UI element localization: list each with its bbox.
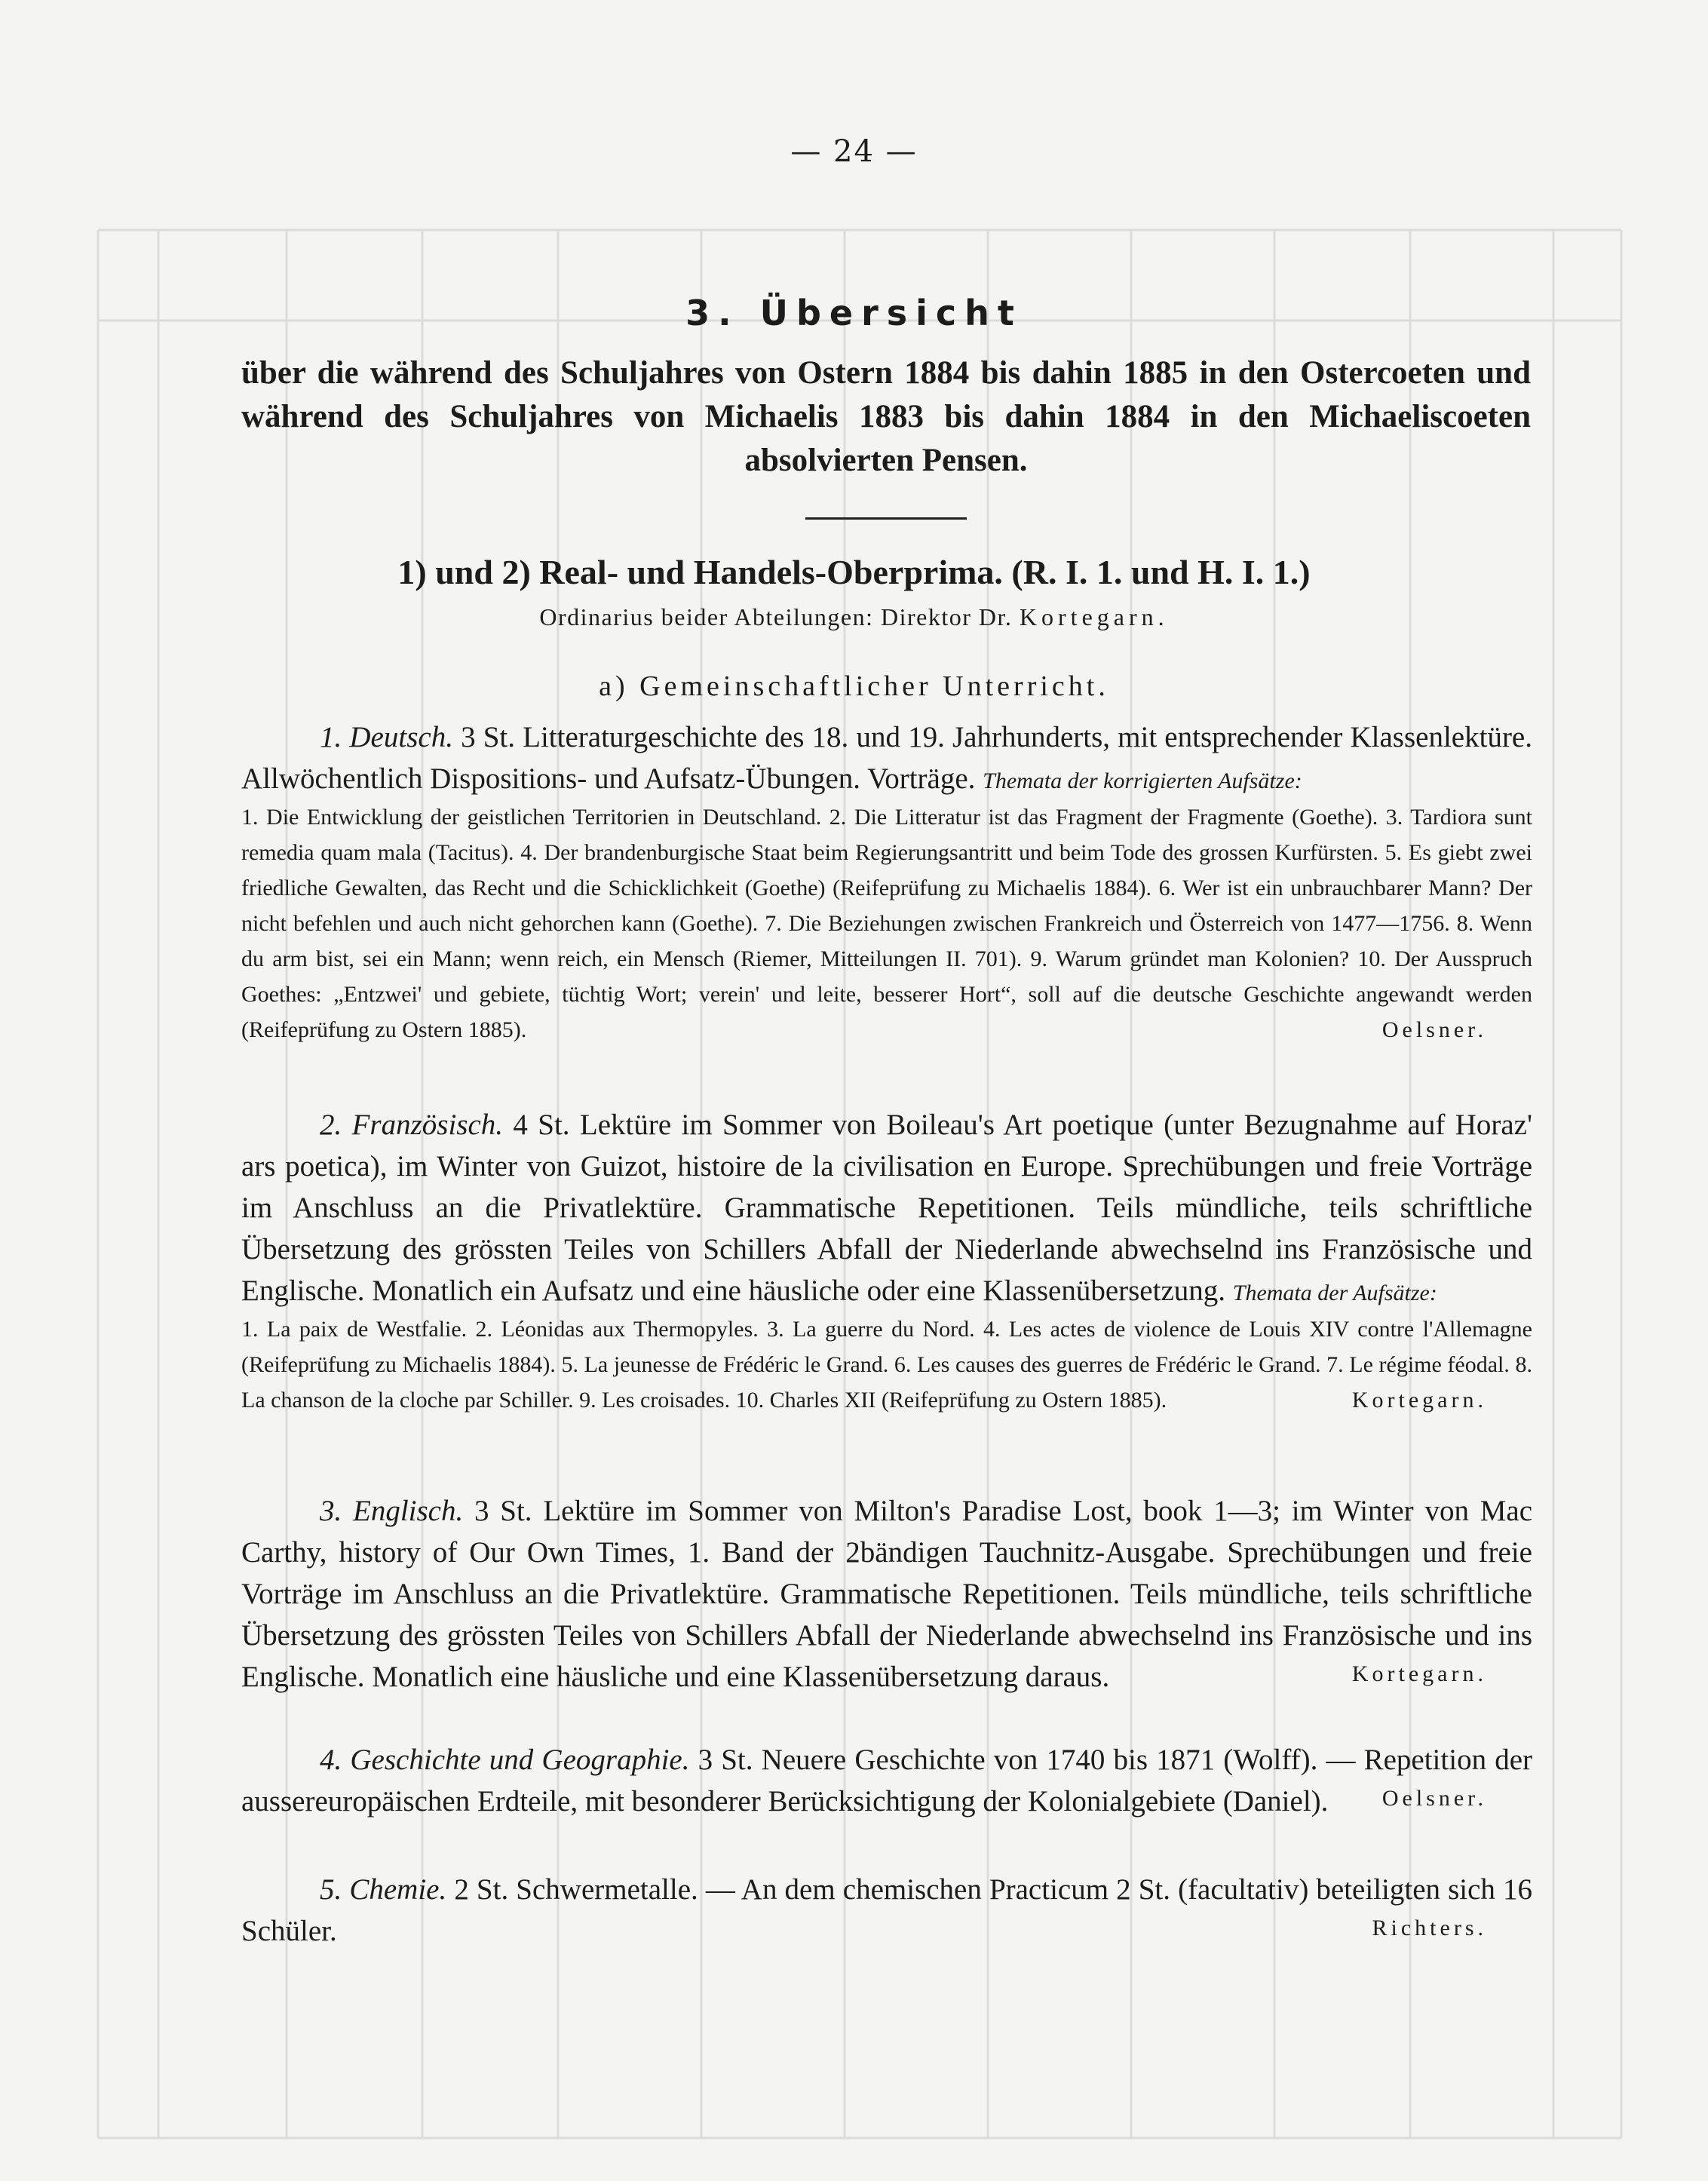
subject-lead [241, 1490, 1532, 1692]
ordinarius-prefix: Ordinarius beider Abteilungen: Direktor Dr. [539, 603, 1013, 630]
subject-number: 4. [320, 1744, 342, 1776]
themes-label: Themata der Aufsätze: [1232, 1281, 1437, 1305]
page-number: — 24 — [790, 134, 918, 169]
page-subtitle: über die während des Schuljahres von Ostern 1884 bis dahin 1885 in den Ostercoeten und während des Schuljahres von Michaelis 1883 bis dahin 1884 in den Michaeliscoeten absolvierten Pensen. [241, 355, 1531, 478]
themes-text: 1. Die Entwicklung der geistlichen Territorien in Deutschland. 2. Die Litteratur ist das Fragment der Fragmente (Goethe). 3. Tardiora sunt remedia quam mala (Tacitus). 4. Der brandenburgische Staat beim Regierungsantritt und beim Tode des grossen Kurfürsten. 5. Es giebt zwei friedliche Gewalten, das Recht und die Schicklichkeit (Goethe) (Reifeprüfung zu Michaelis 1884). 6. Wer ist ein unbrauchbarer Mann? Der nicht befehlen und auch nicht gehorchen kann (Goethe). 7. Die Beziehungen zwischen Frankreich und Österreich von 1477—1756. 8. Wenn du arm bist, sei ein Mann; wenn reich, ein Mensch (Riemer, Mitteilungen II. 701). 9. Warum gründet man Kolonien? 10. Der Ausspruch Goethes: „Entzwei' und gebiete, tüchtig Wort; verein' und leite, besserer Hort“, soll auf die deutsche Geschichte angewandt werden (Reifeprüfung zu Ostern 1885). [241, 805, 1532, 1042]
themes-text: 1. La paix de Westfalie. 2. Léonidas aux Thermopyles. 3. La guerre du Nord. 4. Les actes de violence de Louis XIV contre l'Allemagne (Reifeprüfung zu Michaelis 1884). 5. La jeunesse de Frédéric le Grand. 6. Les causes des guerres de Frédéric le Grand. 7. Le régime féodal. 8. La chanson de la cloche par Schiller. 9. Les croisades. 10. Charles XII (Reifeprüfung zu Ostern 1885). [241, 1317, 1532, 1413]
subject-name: Chemie. [349, 1873, 447, 1906]
subject-number: 1. [320, 721, 342, 753]
subject-name: Geschichte und Geographie. [350, 1744, 690, 1776]
subject-franzoesisch [241, 1104, 1532, 1418]
themes-label: Themata der korrigierten Aufsätze: [983, 768, 1302, 793]
subject-geschichte [241, 1739, 1532, 1816]
teacher-name: Oelsner. [1381, 1017, 1487, 1042]
ordinarius-name: Kortegarn. [1019, 603, 1169, 630]
subheading: a) Gemeinschaftlicher Unterricht. [599, 670, 1109, 702]
subject-lead [241, 716, 1532, 799]
page-title: 3. Übersicht [685, 293, 1023, 333]
subject-text: 3 St. Lektüre im Sommer von Milton's Paradise Lost, book 1—3; im Winter von Mac Carthy, history of Our Own Times, 1. Band der 2bändigen Tauchnitz-Ausgabe. Sprechübungen und freie Vorträge im Anschluss an die Privatlektüre. Grammatische Repetitionen. Teils mündliche, teils schriftliche Übersetzung des grössten Teiles von Schillers Abfall der Niederlande abwechselnd ins Französische und ins Englische. Monatlich eine häusliche und eine Klassenübersetzung daraus. [241, 1495, 1532, 1693]
subject-lead [241, 1869, 1532, 1946]
subject-chemie [241, 1869, 1532, 1946]
subject-englisch [241, 1490, 1532, 1692]
subject-themes [241, 1311, 1532, 1418]
subject-lead [241, 1739, 1532, 1816]
subject-number: 2. [320, 1109, 342, 1141]
teacher-name: Oelsner. [1381, 1786, 1487, 1811]
teacher-name: Kortegarn. [1351, 1661, 1487, 1686]
subject-text: 3 St. Litteraturgeschichte des 18. und 19. Jahrhunderts, mit entsprechender Klassenlektüre. Allwöchentlich Dispositions- und Aufsatz-Übungen. Vorträge. [241, 721, 1532, 795]
subject-text: 3 St. Neuere Geschichte von 1740 bis 1871 (Wolff). — Repetition der aussereuropäischen Erdteile, mit besonderer Berücksichtigung der Kolonialgebiete (Daniel). [241, 1744, 1532, 1818]
subject-text: 2 St. Schwermetalle. — An dem chemischen Practicum 2 St. (facultativ) beteiligten sich 16 Schüler. [241, 1873, 1533, 1947]
teacher-name: Richters. [1372, 1916, 1487, 1940]
ordinarius-line [0, 603, 1708, 631]
section-heading: 1) und 2) Real- und Handels-Oberprima. (R. I. 1. und H. I. 1.) [397, 553, 1311, 591]
teacher-name: Kortegarn. [1351, 1388, 1487, 1413]
subject-number: 5. [320, 1873, 342, 1906]
subject-lead [241, 1104, 1532, 1311]
subject-deutsch [241, 716, 1532, 1048]
subject-name: Deutsch. [349, 721, 453, 753]
subject-name: Französisch. [351, 1109, 504, 1141]
divider-rule [805, 517, 967, 520]
subject-name: Englisch. [353, 1495, 464, 1527]
subject-themes [241, 799, 1532, 1048]
subject-text: 4 St. Lektüre im Sommer von Boileau's Art poetique (unter Bezugnahme auf Horaz' ars poetica), im Winter von Guizot, histoire de la civilisation en Europe. Sprechübungen und freie Vorträge im Anschluss an die Privatlektüre. Grammatische Repetitionen. Teils mündliche, teils schriftliche Übersetzung des grössten Teiles von Schillers Abfall der Niederlande abwechselnd ins Französische und Englische. Monatlich ein Aufsatz und eine häusliche oder eine Klassenübersetzung. [241, 1109, 1533, 1307]
subject-number: 3. [320, 1495, 342, 1527]
